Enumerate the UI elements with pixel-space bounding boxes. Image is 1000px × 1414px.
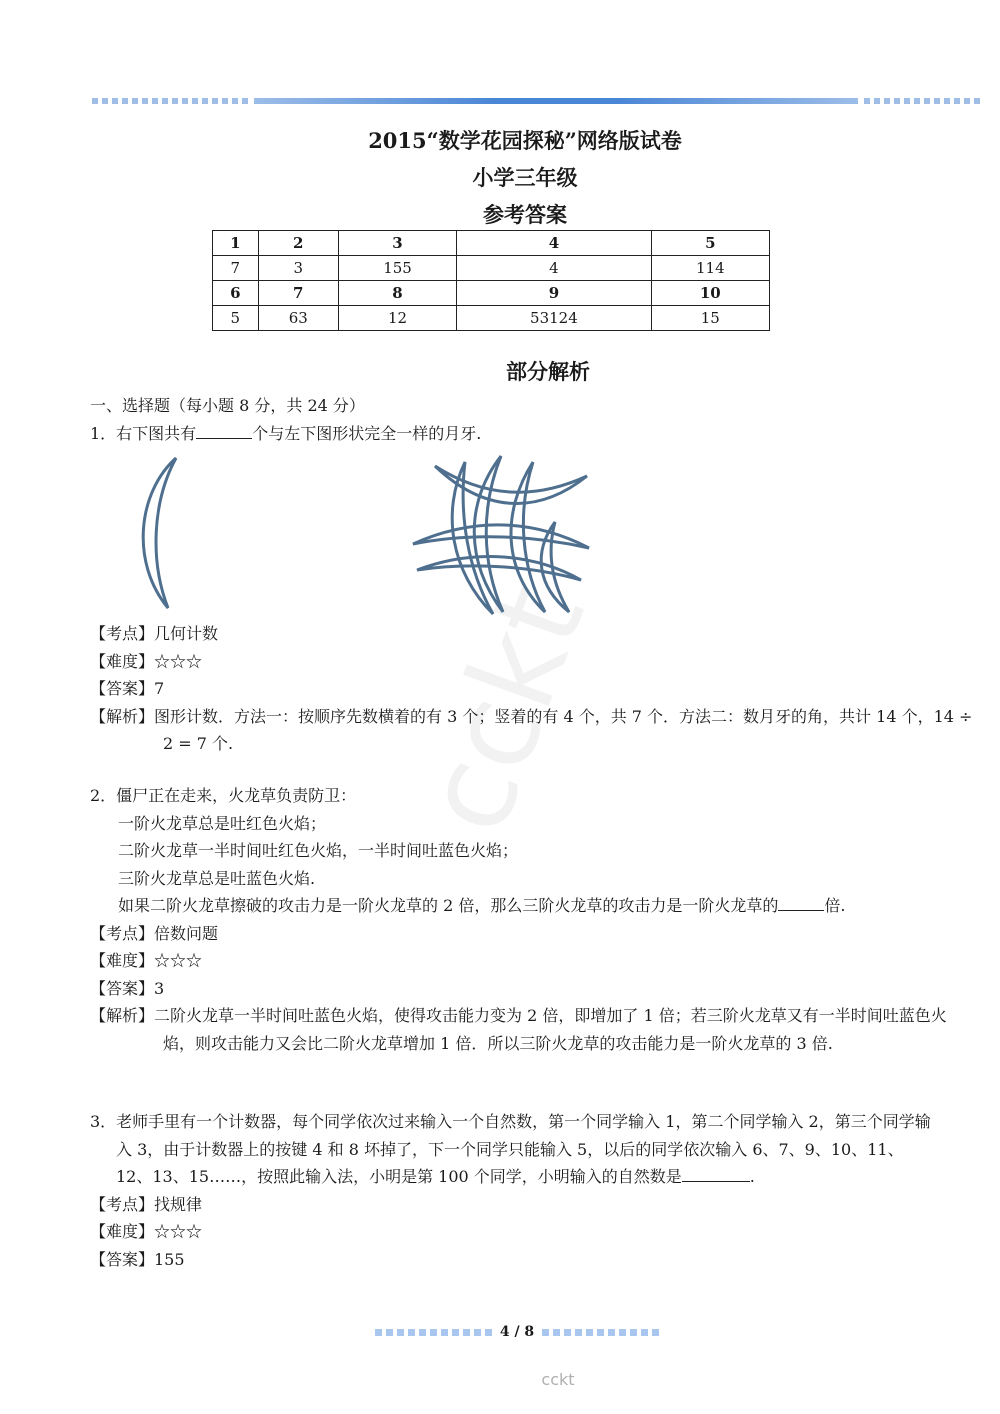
single-crescent-figure — [128, 452, 188, 614]
q2-line5: 如果二阶火龙草擦破的攻击力是一阶火龙草的 2 倍，那么三阶火龙草的攻击力是一阶火龙草的 倍. — [90, 892, 978, 920]
document-title: 2015“数学花园探秘”网络版试卷 — [368, 128, 682, 153]
table-cell: 3 — [258, 256, 338, 281]
table-cell: 7 — [213, 256, 259, 281]
table-cell: 63 — [258, 306, 338, 331]
header-decoration-bar — [92, 97, 980, 105]
crescents-overlap-figure — [405, 452, 595, 620]
table-cell: 5 — [213, 306, 259, 331]
grade-label: 小学三年级 — [472, 165, 578, 190]
q2-line1: 2．僵尸正在走来，火龙草负责防卫： — [90, 786, 357, 805]
q1-daan: 【答案】7 — [90, 679, 165, 698]
table-cell: 7 — [258, 281, 338, 306]
answer-subtitle: 参考答案 — [483, 202, 567, 227]
table-cell: 155 — [338, 256, 456, 281]
table-cell: 15 — [651, 306, 769, 331]
table-row — [213, 231, 770, 256]
table-cell: 114 — [651, 256, 769, 281]
table-cell: 12 — [338, 306, 456, 331]
table-row — [213, 281, 770, 306]
footer-watermark-text: cckt — [541, 1370, 575, 1389]
table-cell: 3 — [338, 231, 456, 256]
q2-nandu: 【难度】☆☆☆ — [90, 951, 203, 970]
table-cell: 8 — [338, 281, 456, 306]
question-1-stem: 1．右下图共有 个与左下图形状完全一样的月牙. — [90, 420, 481, 448]
q2-line3: 二阶火龙草一半时间吐红色火焰，一半时间吐蓝色火焰； — [118, 841, 519, 860]
table-cell: 6 — [213, 281, 259, 306]
table-cell: 4 — [457, 231, 651, 256]
table-cell: 9 — [457, 281, 651, 306]
page-number: 4 / 8 — [499, 1324, 535, 1340]
section-heading: 一、选择题（每小题 8 分，共 24 分） — [90, 396, 365, 415]
q1-kaodian: 【考点】几何计数 — [90, 624, 219, 643]
q1-nandu: 【难度】☆☆☆ — [90, 651, 203, 671]
question-3-stem: 3．老师手里有一个计数器，每个同学依次过来输入一个自然数，第一个同学输入 1，第二个同学输入 2，第三个同学输入 3，由于计数器上的按键 4 和 8 坏掉了，下一个同学只能输入 5，以后的同学依次输入 6、7、9、10、11、12、13、15……，按照此输入法，小明是第 100 个同学，小明输入的自然数是 . — [90, 1112, 931, 1186]
q2-line2: 一阶火龙草总是吐红色火焰； — [118, 813, 327, 833]
q2-daan: 【答案】3 — [90, 978, 165, 998]
table-row — [213, 306, 770, 331]
table-cell: 53124 — [457, 306, 651, 331]
q2-jiexi: 【解析】二阶火龙草一半时间吐蓝色火焰，使得攻击能力变为 2 倍，即增加了 1 倍；若三阶火龙草又有一半时间吐蓝色火焰，则攻击能力又会比二阶火龙草增加 1 倍．所以三阶火龙草的攻击能力是一阶火龙草的 3 倍. — [90, 1006, 947, 1053]
table-row — [213, 256, 770, 281]
analysis-title: 部分解析 — [506, 359, 590, 384]
table-cell: 10 — [651, 281, 769, 306]
watermark: cckt — [396, 568, 613, 851]
table-cell: 5 — [651, 231, 769, 256]
q3-kaodian: 【考点】找规律 — [90, 1194, 203, 1214]
answer-table — [212, 230, 770, 331]
q2-kaodian: 【考点】倍数问题 — [90, 923, 219, 943]
page-footer — [362, 1324, 672, 1340]
q1-jiexi: 【解析】图形计数．方法一：按顺序先数横着的有 3 个；竖着的有 4 个，共 7 个．方法二：数月牙的角，共计 14 个，14 ÷ 2 = 7 个. — [90, 706, 973, 753]
table-cell: 2 — [258, 231, 338, 256]
table-cell: 4 — [457, 256, 651, 281]
q2-line4: 三阶火龙草总是吐蓝色火焰. — [118, 868, 316, 888]
q3-daan: 【答案】155 — [90, 1249, 185, 1269]
table-cell: 1 — [213, 231, 259, 256]
q3-nandu: 【难度】☆☆☆ — [90, 1222, 203, 1241]
